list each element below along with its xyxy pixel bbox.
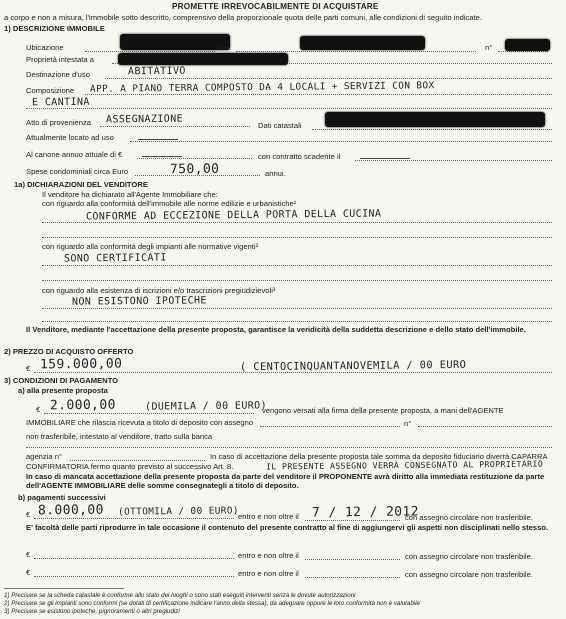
- pagamento-c-assegno: con assegno circolare non trasferibile.: [405, 552, 533, 561]
- prezzo-value: 159.000,00: [39, 356, 123, 373]
- iscrizioni-line-2: [42, 321, 552, 322]
- deposito-nota-manoscritta: IL PRESENTE ASSEGNO VERRÀ CONSEGNATO AL PROPRIETARIO: [265, 458, 544, 472]
- pagamento-d-entro: entro e non oltre il: [238, 569, 299, 578]
- contratto-label: con contratto scadente il: [258, 152, 341, 161]
- redaction-proprieta: [118, 53, 288, 65]
- deposito-testo-5: CONFIRMATORIA fermo quanto previsto al successivo Art. 8.: [26, 462, 234, 471]
- redaction-numero: [505, 39, 550, 51]
- dati-catastali-line: [312, 129, 552, 130]
- footnote-2: 2) Precisare se gli impianti sono conformi (se dotati di certificazione indicare l'anno della stessa), da adeguare oppure le loro conformità non è valutabile: [4, 600, 420, 607]
- garanzia-text: Il Venditore, mediante l'accettazione della presente proposta, garantisce la veridicità della suddetta descrizione e dello stato dell'immobile.: [26, 325, 526, 334]
- assegno-numero-line: [418, 426, 552, 427]
- pagamento-d-line: [34, 576, 234, 577]
- redaction-catastali: [325, 112, 545, 127]
- conformita-edilizia-line-2: [42, 237, 552, 238]
- assegno-numero-label: n°: [404, 419, 412, 428]
- deposito-lettere: (DUEMILA / 00 EURO): [144, 400, 268, 413]
- iscrizioni-label: con riguardo alla esistenza di iscrizioni e/o trascrizioni pregiudizievoli³: [42, 286, 276, 295]
- deposito-testo-4: In caso di accettazione della presente proposta tale somma da deposito fiduciario diverrà CAPARRA: [210, 452, 548, 461]
- iscrizioni-value: NON ESISTONO IPOTECHE: [71, 295, 207, 308]
- deposito-testo-1: vengono versati alla firma della presente proposta, a mani dell'AGENTE: [262, 406, 504, 415]
- footnote-divider: [4, 588, 124, 589]
- destinazione-line: [105, 78, 552, 79]
- destinazione-label: Destinazione d'uso: [26, 70, 90, 79]
- redaction-ubicazione: [120, 34, 230, 50]
- conformita-edilizia-label: con riguardo alla conformità dell'immobile alle norme edilizie e urbanistiche¹: [42, 199, 297, 208]
- iscrizioni-line-1: [42, 308, 552, 309]
- canone-label: Al canone annuo attuale di €: [26, 150, 123, 159]
- conformita-impianti-value: SONO CERTIFICATI: [63, 252, 167, 265]
- footnote-3: 3) Precisare se esistono ipoteche, pignoramenti o altri pregiudizi: [4, 608, 180, 615]
- destinazione-value: ABITATIVO: [127, 65, 186, 78]
- conformita-impianti-line-1: [42, 265, 552, 266]
- pagamento-b-value: 8.000,00: [37, 502, 104, 519]
- contratto-stroke: [360, 158, 410, 159]
- pagamento-b-entro: entro e non oltre il: [238, 512, 299, 521]
- pagamento-c-data-line: [305, 559, 400, 560]
- pagamento-c-entro: entro e non oltre il: [238, 551, 299, 560]
- composizione-line-2: [26, 108, 552, 109]
- pagamento-d-euro: €: [26, 568, 31, 577]
- pagamento-a-heading: a) alla presente proposta: [18, 386, 108, 395]
- pagamento-b-heading: b) pagamenti successivi: [18, 493, 106, 502]
- pagamento-b-lettere: (OTTOMILA / 00 EURO): [117, 505, 239, 518]
- conformita-impianti-line-2: [42, 280, 552, 281]
- dichiarazioni-intro: Il venditore ha dichiarato all'Agente Immobiliare che:: [42, 190, 218, 199]
- pagamento-b-data: 7 / 12 / 2012: [311, 504, 420, 521]
- composizione-value-1: APP. A PIANO TERRA COMPOSTO DA 4 LOCALI + SERVIZI CON BOX: [89, 80, 435, 95]
- intro-text: a corpo e non a misura, l'immobile sotto descritto, comprensivo della proporzionale quota delle parti comuni, alle condizioni di seguito indicate.: [4, 13, 483, 22]
- section-3-heading: 3) CONDIZIONI DI PAGAMENTO: [4, 376, 119, 385]
- via-line: [236, 51, 476, 52]
- deposito-testo-6: In caso di mancata accettazione della presente proposta da parte del venditore il PROPONENTE avrà diritto alla immediata restituzione da parte dell'AGENTE IMMOBILIARE delle somme consegnategli a titolo di deposito.: [26, 472, 545, 490]
- conformita-impianti-label: con riguardo alla conformità degli impianti alle normative vigenti²: [42, 242, 259, 251]
- footnote-1: 1) Precisare se la scheda catastale è conforme allo stato dei luoghi o sono stati eseguiti interventi senza le dovute autorizzazioni: [4, 592, 356, 599]
- pagamento-c-euro: €: [26, 550, 31, 559]
- assegno-line: [260, 426, 400, 427]
- deposito-euro: €: [36, 405, 41, 414]
- deposito-line: [44, 413, 254, 414]
- contratto-line: [355, 160, 552, 161]
- pagamento-c-line: [34, 558, 234, 559]
- composizione-line-1: [85, 94, 552, 95]
- pagamento-d-assegno: con assegno circolare non trasferibile.: [405, 570, 533, 579]
- canone-line: [137, 158, 252, 159]
- prezzo-lettere: ( CENTOCINQUANTANOVEMILA / 00 EURO: [239, 358, 467, 374]
- pagamento-b-line: [34, 518, 234, 519]
- locato-line: [130, 141, 552, 142]
- atto-value: ASSEGNAZIONE: [105, 113, 184, 126]
- facolta-text: E' facoltà delle parti riprodurre in tale occasione il contenuto del presente contratto al fine di aggiungervi gli aspetti non disciplinati nello stesso.: [26, 523, 549, 532]
- ubicazione-label: Ubicazione: [26, 43, 64, 52]
- spese-label: Spese condominiali circa Euro: [26, 167, 129, 176]
- annui-label: annui.: [265, 169, 286, 178]
- deposito-value: 2.000,00: [49, 397, 116, 414]
- proprieta-label: Proprietà intestata a: [26, 55, 94, 64]
- numero-label: n°: [485, 43, 493, 52]
- redaction-via: [300, 36, 425, 50]
- deposito-testo-2: IMMOBILIARE che rilascia ricevuta a titolo di deposito con assegno: [26, 418, 254, 427]
- atto-line: [100, 126, 250, 127]
- section-1-heading: 1) DESCRIZIONE IMMOBILE: [4, 24, 105, 33]
- via-label: via: [220, 43, 230, 52]
- pagamento-d-data-line: [305, 577, 400, 578]
- conformita-edilizia-value: CONFORME AD ECCEZIONE DELLA PORTA DELLA CUCINA: [85, 208, 382, 223]
- banca-line: [26, 447, 552, 448]
- deposito-testo-3: non trasferibile, intestato al venditore, tratto sulla banca: [26, 432, 213, 441]
- prezzo-euro: €: [26, 364, 31, 373]
- document-title: PROMETTE IRREVOCABILMENTE DI ACQUISTARE: [172, 2, 379, 11]
- section-2-heading: 2) PREZZO DI ACQUISTO OFFERTO: [4, 347, 134, 356]
- locato-stroke: [138, 139, 178, 140]
- atto-label: Atto di provenienza: [26, 118, 92, 127]
- dichiarazioni-heading: 1a) DICHIARAZIONI DEL VENDITORE: [14, 180, 148, 189]
- composizione-value-2: E CANTINA: [31, 96, 90, 109]
- composizione-label: Composizione: [26, 86, 75, 95]
- agenzia-label: agenzia n°: [26, 452, 62, 461]
- dati-catastali-label: Dati catastali: [258, 121, 302, 130]
- agenzia-line: [70, 460, 205, 461]
- pagamento-b-euro: €: [26, 510, 31, 519]
- pagamento-b-assegno: con assegno circolare non trasferibile.: [405, 513, 533, 522]
- ubicazione-line: [85, 51, 215, 52]
- spese-value: 750,00: [169, 161, 220, 178]
- locato-label: Attualmente locato ad uso: [26, 133, 114, 142]
- numero-line: [498, 51, 548, 52]
- canone-stroke: [142, 156, 182, 157]
